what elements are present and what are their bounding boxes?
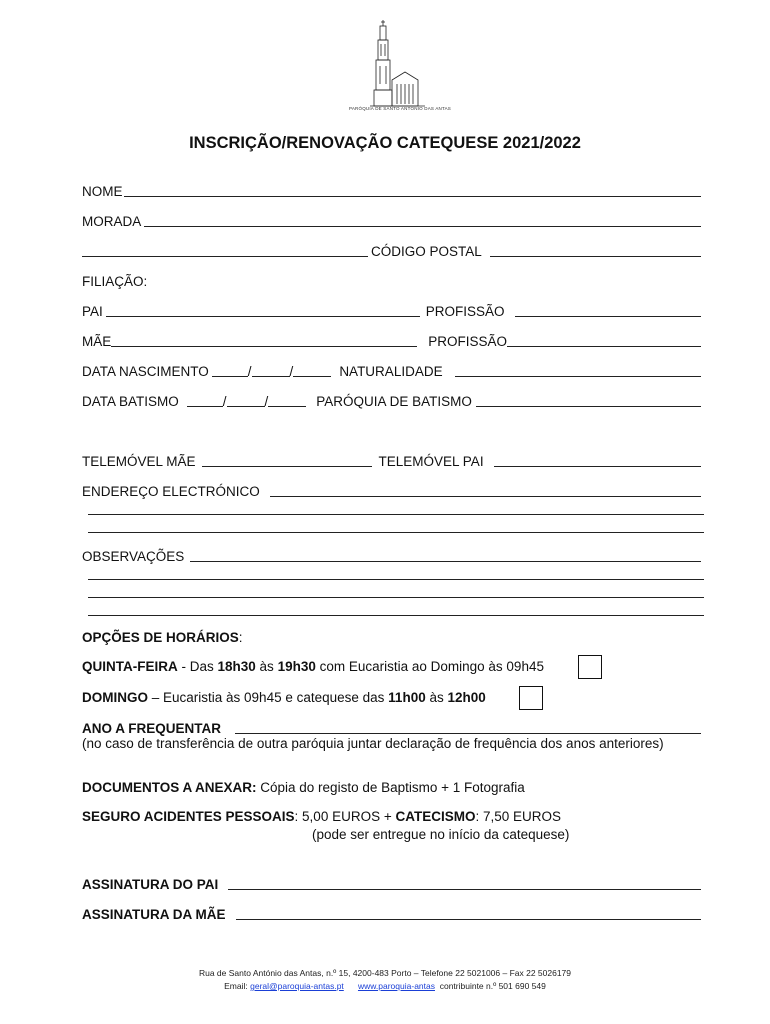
parish-logo	[345, 18, 455, 118]
mae-field[interactable]	[111, 333, 417, 347]
data-batismo-label: DATA BATISMO	[82, 394, 179, 409]
endereco-field[interactable]	[270, 483, 701, 497]
mae-profissao-label: PROFISSÃO	[428, 334, 508, 349]
telemovel-mae-label: TELEMÓVEL MÃE	[82, 454, 196, 469]
footer-address: Rua de Santo António das Antas, n.º 15, 4200-483 Porto – Telefone 22 5021006 – Fax 22 5026179	[198, 968, 572, 978]
domingo-checkbox[interactable]	[519, 686, 543, 710]
observacoes-extra-line[interactable]	[88, 579, 704, 580]
footer-contacts	[0, 981, 770, 991]
telemovel-mae-field[interactable]	[202, 453, 372, 467]
assinatura-pai-label: ASSINATURA DO PAI	[82, 877, 219, 892]
codigo-postal-field[interactable]	[490, 243, 701, 257]
quinta-feira-checkbox[interactable]	[578, 655, 602, 679]
telemoveis-row	[82, 450, 704, 470]
ano-field[interactable]	[235, 720, 701, 734]
form-title: INSCRIÇÃO/RENOVAÇÃO CATEQUESE 2021/2022	[189, 134, 581, 152]
morada-row	[82, 210, 704, 230]
assinatura-mae-row	[82, 903, 704, 923]
endereco-extra-line[interactable]	[88, 514, 704, 515]
quinta-feira-option: QUINTA-FEIRA - Das 18h30 às 19h30 com Eucaristia ao Domingo às 09h45	[82, 659, 544, 674]
pai-field[interactable]	[106, 303, 420, 317]
footer-website-link[interactable]: www.paroquia-antas	[357, 981, 435, 991]
nome-row	[82, 180, 704, 200]
endereco-row	[82, 480, 704, 500]
observacoes-row	[82, 545, 704, 565]
pai-row	[82, 300, 704, 320]
date-separator: /	[289, 364, 294, 379]
pai-profissao-field[interactable]	[515, 303, 701, 317]
mae-row	[82, 330, 704, 350]
mae-label: MÃE	[82, 334, 112, 349]
nascimento-ano-field[interactable]	[293, 363, 331, 377]
nascimento-dia-field[interactable]	[212, 363, 248, 377]
footer-email-label: Email:	[224, 981, 251, 991]
paroquia-batismo-field[interactable]	[476, 393, 701, 407]
telemovel-pai-field[interactable]	[494, 453, 701, 467]
observacoes-extra-line[interactable]	[88, 597, 704, 598]
paroquia-batismo-label: PARÓQUIA DE BATISMO	[316, 394, 472, 409]
data-nascimento-label: DATA NASCIMENTO	[82, 364, 209, 379]
codigo-postal-label: CÓDIGO POSTAL	[371, 244, 482, 259]
endereco-label: ENDEREÇO ELECTRÓNICO	[82, 484, 260, 499]
seguro-note: (pode ser entregue no início da catequese)	[312, 827, 570, 842]
data-batismo-row	[82, 390, 704, 410]
date-separator: /	[222, 394, 227, 409]
endereco-extra-line[interactable]	[88, 532, 704, 533]
codigo-postal-row	[82, 240, 704, 260]
filiacao-label: FILIAÇÃO:	[82, 274, 148, 289]
ano-label: ANO A FREQUENTAR	[82, 721, 221, 736]
nome-field[interactable]	[124, 183, 702, 197]
domingo-option: DOMINGO – Eucaristia às 09h45 e catequese das 11h00 às 12h00	[82, 690, 486, 705]
footer-email-link[interactable]: geral@paroquia-antas.pt	[250, 981, 344, 991]
observacoes-label: OBSERVAÇÕES	[82, 549, 185, 564]
ano-row	[82, 717, 704, 737]
assinatura-mae-field[interactable]	[236, 906, 702, 920]
observacoes-extra-line[interactable]	[88, 615, 704, 616]
pai-profissao-label: PROFISSÃO	[425, 304, 505, 319]
observacoes-field[interactable]	[190, 548, 701, 562]
assinatura-pai-row	[82, 873, 704, 893]
morada-field[interactable]	[144, 213, 701, 227]
date-separator: /	[247, 364, 252, 379]
nome-label: NOME	[82, 184, 123, 199]
date-separator: /	[264, 394, 269, 409]
naturalidade-label: NATURALIDADE	[339, 364, 443, 379]
horarios-heading: OPÇÕES DE HORÁRIOS:	[82, 630, 243, 645]
data-nascimento-row	[82, 360, 704, 380]
batismo-mes-field[interactable]	[227, 393, 265, 407]
morada-continuation-field[interactable]	[82, 243, 368, 257]
seguro-line: SEGURO ACIDENTES PESSOAIS: 5,00 EUROS + CATECISMO: 7,50 EUROS	[82, 809, 562, 824]
mae-profissao-field[interactable]	[507, 333, 701, 347]
ano-note: (no caso de transferência de outra paróquia juntar declaração de frequência dos anos anteriores)	[82, 736, 664, 751]
nascimento-mes-field[interactable]	[252, 363, 290, 377]
logo-caption: PARÓQUIA DE SANTO ANTÓNIO DAS ANTAS	[348, 106, 452, 111]
footer-contribuinte: contribuinte n.º 501 690 549	[439, 981, 546, 991]
batismo-ano-field[interactable]	[268, 393, 306, 407]
documentos-line: DOCUMENTOS A ANEXAR: Cópia do registo de Baptismo + 1 Fotografia	[82, 780, 525, 795]
assinatura-mae-label: ASSINATURA DA MÃE	[82, 907, 226, 922]
naturalidade-field[interactable]	[455, 363, 701, 377]
batismo-dia-field[interactable]	[187, 393, 223, 407]
morada-label: MORADA	[82, 214, 142, 229]
assinatura-pai-field[interactable]	[228, 876, 701, 890]
telemovel-pai-label: TELEMÓVEL PAI	[378, 454, 484, 469]
pai-label: PAI	[82, 304, 103, 319]
